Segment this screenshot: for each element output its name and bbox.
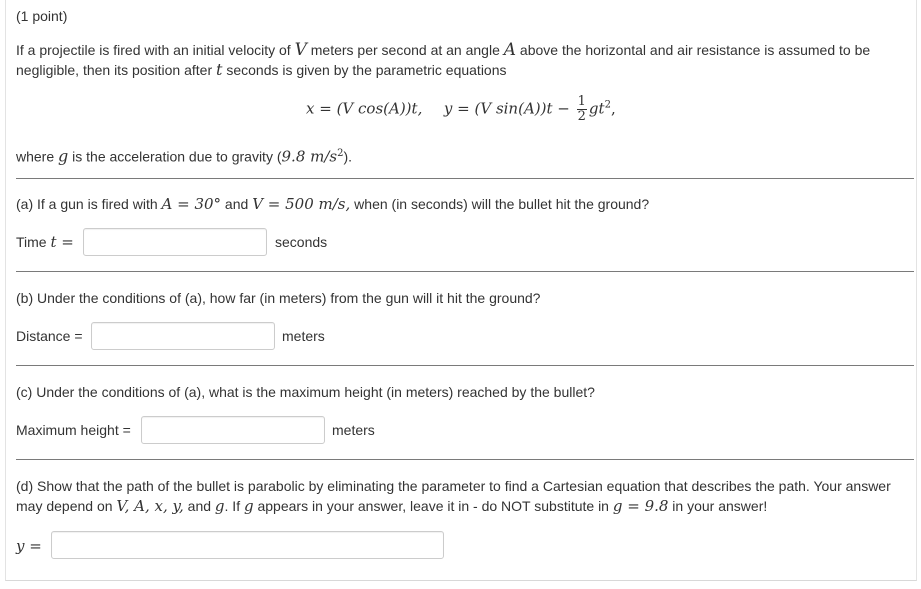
one-half-fraction: $\frac{1}{2}$: [577, 94, 586, 124]
part-d-question-line-1: (d) Show that the path of the bullet is parabolic by eliminating the parameter to find a Cartesian equation that describes the path. Your answer: [16, 478, 891, 494]
time-unit: seconds: [275, 234, 328, 250]
max-height-input[interactable]: [141, 416, 325, 444]
intro-line-1: If a projectile is fired with an initial velocity of V meters per second at an angle A above the horizontal and air resistance is assumed to be: [16, 40, 871, 60]
distance-label: Distance =: [16, 328, 83, 344]
divider: [16, 459, 914, 460]
time-input[interactable]: [83, 228, 267, 256]
y-label: y =: [16, 537, 42, 555]
max-height-unit: meters: [332, 422, 375, 438]
divider: [16, 365, 914, 366]
intro-line-2: negligible, then its position after t seconds is given by the parametric equations: [16, 60, 507, 79]
gravity-line: where g is the acceleration due to gravity (9.8 $m/s^2$).: [16, 146, 353, 166]
part-d-question-line-2: may depend on V, A, x, y, and g. If g appears in your answer, leave it in - do NOT substitute in g = 9.8 in your answer!: [16, 497, 768, 515]
divider: [16, 271, 914, 272]
points-label: (1 point): [16, 8, 68, 24]
time-label: Time t =: [16, 233, 74, 251]
part-c-question: (c) Under the conditions of (a), what is the maximum height (in meters) reached by the bullet?: [16, 384, 595, 400]
distance-input[interactable]: [91, 322, 275, 350]
problem-panel: [5, 0, 917, 581]
distance-unit: meters: [282, 328, 325, 344]
max-height-label: Maximum height =: [16, 422, 131, 438]
parametric-equations: x = (V cos(A))t, y = (V sin(A))t − $\frac{1}{2}$ $gt^2$,: [306, 94, 616, 124]
cartesian-equation-input[interactable]: [51, 531, 444, 559]
divider: [16, 178, 914, 179]
part-b-question: (b) Under the conditions of (a), how far (in meters) from the gun will it hit the ground?: [16, 290, 541, 306]
part-a-question: (a) If a gun is fired with A = 30° and V = 500 m/s, when (in seconds) will the bullet hit the ground?: [16, 195, 650, 213]
